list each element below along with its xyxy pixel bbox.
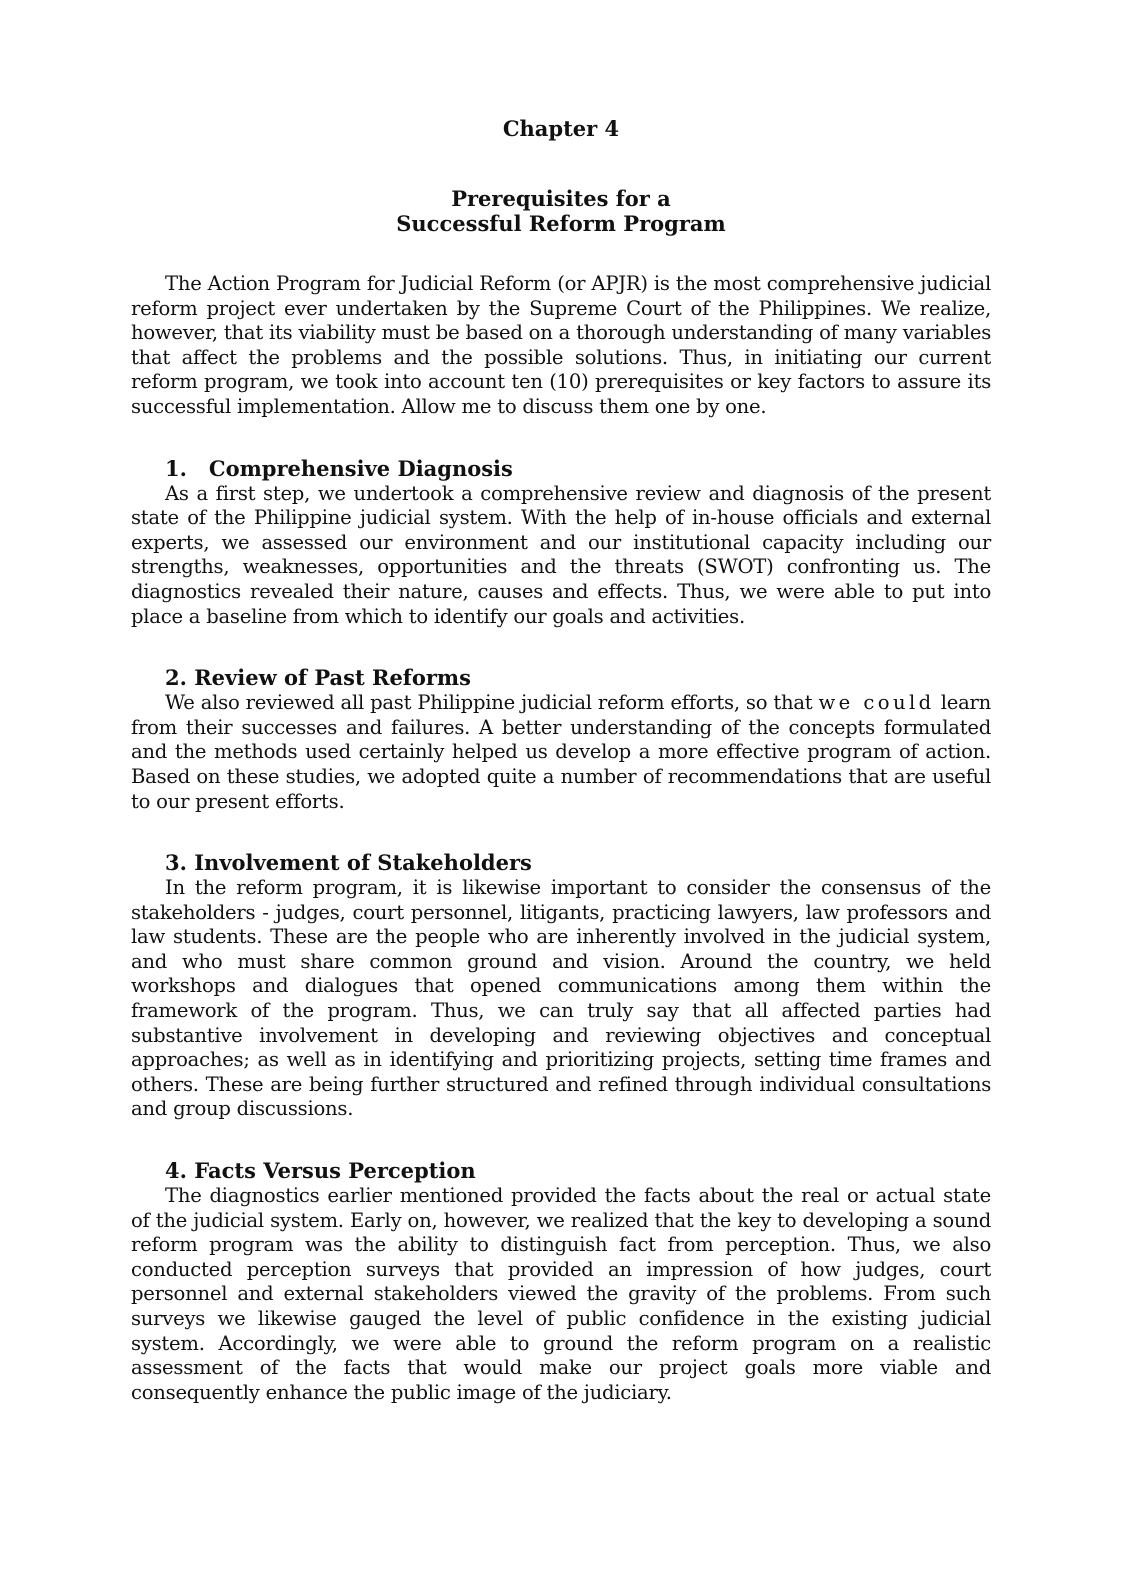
chapter-title-line-1: Prerequisites for a xyxy=(451,186,671,211)
intro-paragraph: The Action Program for Judicial Reform (or APJR) is the most comprehensive judicial reform project ever undertaken by the Supreme Court of the Philippines. We realize, however, that its viability must be based on a thorough understanding of many variables that affect the problems and the possible solutions. Thus, in initiating our current reform program, we took into account ten (10) prerequisites or key factors to assure its successful implementation. Allow me to discuss them one by one. xyxy=(131,272,991,418)
section-body-4: The diagnostics earlier mentioned provided the facts about the real or actual state of the judicial system. Early on, however, we realized that the key to developing a sound reform program was the ability to distinguish fact from perception. Thus, we also conducted perception surveys that provided an impression of how judges, court personnel and external stakeholders viewed the gravity of the problems. From such surveys we likewise gauged the level of public confidence in the existing judicial system. Accordingly, we were able to ground the reform program on a realistic assessment of the facts that would make our project goals more viable and consequently enhance the public image of the judiciary. xyxy=(131,1184,991,1404)
section-body-2-part-2: learn from their successes and failures. A better understanding of the concepts formulated and the methods used certainly helped us develop a more effective program of action. Based on these studies, we adopted quite a number of recommendations that are useful to our present efforts. xyxy=(131,691,991,813)
section-heading-3: 3. Involvement of Stakeholders xyxy=(165,850,532,876)
chapter-title-line-2: Successful Reform Program xyxy=(396,211,726,236)
section-body-2-part-1: We also reviewed all past Philippine judicial reform efforts, so that xyxy=(165,691,813,715)
chapter-heading: Chapter 4 xyxy=(502,116,620,141)
section-body-3: In the reform program, it is likewise important to consider the consensus of the stakeholders - judges, court personnel, litigants, practicing lawyers, law professors and law students. These are the people who are inherently involved in the judicial system, and who must share common ground and vision. Around the country, we held workshops and dialogues that opened communications among them within the framework of the program. Thus, we can truly say that all affected parties had substantive involvement in developing and reviewing objectives and conceptual approaches; as well as in identifying and prioritizing projects, setting time frames and others. These are being further structured and refined through individual consultations and group discussions. xyxy=(131,876,991,1121)
section-body-1: As a first step, we undertook a comprehensive review and diagnosis of the present state of the Philippine judicial system. With the help of in-house officials and external experts, we assessed our environment and our institutional capacity including our strengths, weaknesses, opportunities and the threats (SWOT) confronting us. The diagnostics revealed their nature, causes and effects. Thus, we were able to put into place a baseline from which to identify our goals and activities. xyxy=(131,481,991,628)
section-body-2-spaced-words: we could xyxy=(818,691,935,715)
document-page xyxy=(131,110,991,1405)
chapter-title xyxy=(131,186,991,236)
section-body-2 xyxy=(131,691,991,814)
section-heading-1: 1. Comprehensive Diagnosis xyxy=(165,455,513,481)
section-heading-2: 2. Review of Past Reforms xyxy=(165,665,471,691)
section-heading-4: 4. Facts Versus Perception xyxy=(165,1158,476,1184)
